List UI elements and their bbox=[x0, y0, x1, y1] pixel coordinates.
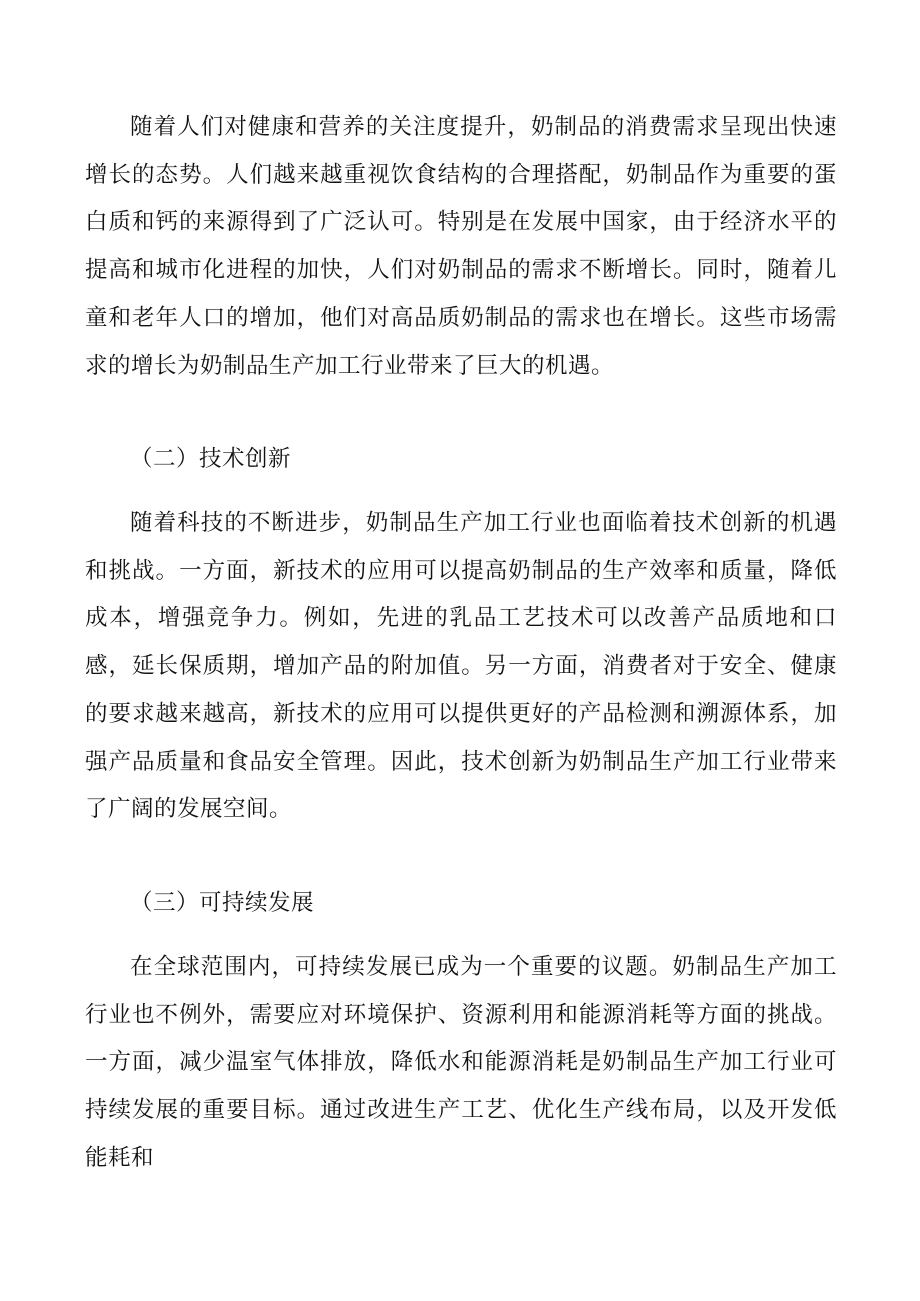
section-heading-tech-innovation: （二）技术创新 bbox=[130, 446, 292, 472]
paragraph-tech-innovation: 随着科技的不断进步，奶制品生产加工行业也面临着技术创新的机遇和挑战。一方面，新技术的应用可以提高奶制品的生产效率和质量，降低成本，增强竞争力。例如，先进的乳品工艺技术可以改善产品质地和口感，延长保质期，增加产品的附加值。另一方面，消费者对于安全、健康的要求越来越高，新技术的应用可以提供更好的产品检测和溯源体系，加强产品质量和食品安全管理。因此，技术创新为奶制品生产加工行业带来了广阔的发展空间。 bbox=[85, 510, 837, 823]
paragraph-sustainability: 在全球范围内，可持续发展已成为一个重要的议题。奶制品生产加工行业也不例外，需要应对环境保护、资源利用和能源消耗等方面的挑战。一方面，减少温室气体排放，降低水和能源消耗是奶制品生产加工行业可持续发展的重要目标。通过改进生产工艺、优化生产线布局，以及开发低能耗和 bbox=[85, 954, 837, 1171]
section-heading-sustainability: （三）可持续发展 bbox=[130, 890, 315, 916]
paragraph-market-demand: 随着人们对健康和营养的关注度提升，奶制品的消费需求呈现出快速增长的态势。人们越来越重视饮食结构的合理搭配，奶制品作为重要的蛋白质和钙的来源得到了广泛认可。特别是在发展中国家，由于经济水平的提高和城市化进程的加快，人们对奶制品的需求不断增长。同时，随着儿童和老年人口的增加，他们对高品质奶制品的需求也在增长。这些市场需求的增长为奶制品生产加工行业带来了巨大的机遇。 bbox=[85, 114, 837, 379]
